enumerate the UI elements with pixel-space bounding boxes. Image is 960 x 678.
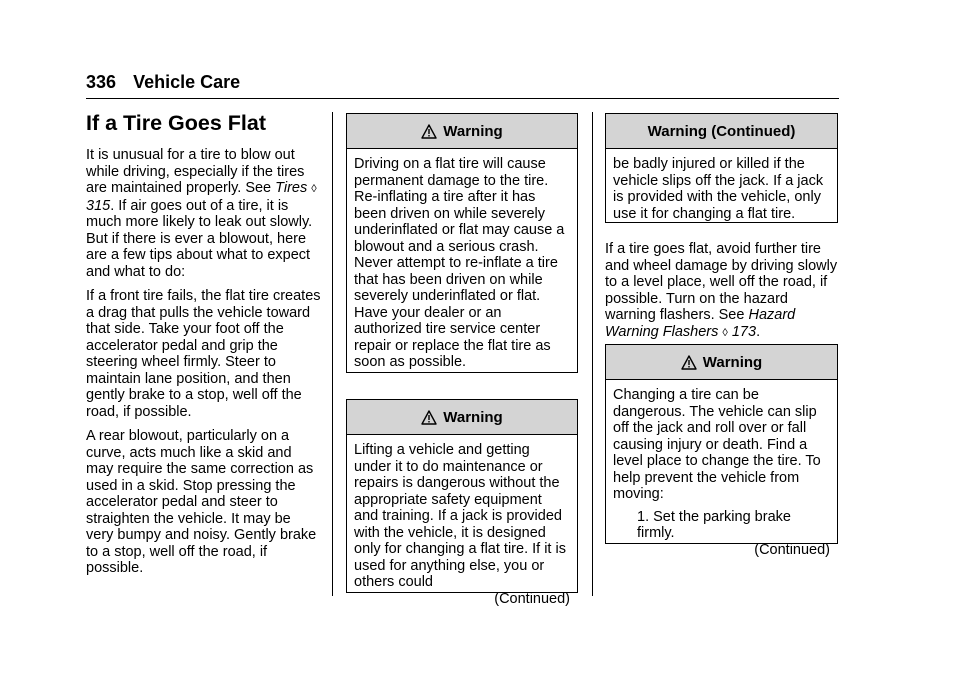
column-3-text — [605, 241, 841, 349]
link-tires-page[interactable]: 315 — [86, 197, 111, 214]
flat-text-a: If a tire goes flat, avoid further tire and wheel damage by driving slowly to a level place, well off the road, if possible. Turn on the hazard warning flashers. See — [605, 241, 838, 323]
intro-text-a: It is unusual for a tire to blow out while driving, especially if the tires are maintained properly. See — [86, 147, 305, 196]
warning-header — [606, 345, 837, 380]
page-ref-icon: ◊ — [722, 326, 728, 339]
link-hazard-page[interactable]: 173 — [731, 323, 757, 340]
warning-box-changing-tire — [605, 344, 838, 558]
intro-text-b: . If air goes out of a tire, it is much more likely to leak out slowly. But if there is ever a blowout, here are a few tips about what to expect and what to do: — [86, 197, 313, 280]
warning-triangle-icon — [681, 355, 697, 370]
paragraph-rear-blowout: A rear blowout, particularly on a curve, acts much like a skid and may require the same correction as used in a skid. Stop pressing the accelerator pedal and steer to straighten the vehicle. It may be very bumpy and noisy. Gently brake to a stop, well off the road, if possible. — [86, 428, 317, 576]
paragraph-intro — [86, 147, 322, 280]
paragraph-front-tire: If a front tire fails, the flat tire creates a drag that pulls the vehicle toward that side. Take your foot off the accelerator pedal and grip the steering wheel firmly. Steer to maintain lane position, and then gently brake to a stop, well off the road, if possible. — [86, 288, 321, 420]
page-ref-icon: ◊ — [311, 183, 317, 195]
page-header — [86, 72, 240, 93]
link-hazard-flashers[interactable]: Hazard Warning Flashers — [605, 307, 796, 340]
flat-text-b: . — [756, 323, 761, 340]
link-tires[interactable]: Tires — [275, 180, 308, 196]
column-1 — [86, 111, 322, 585]
column-divider-left — [332, 112, 333, 596]
list-item: 1. Set the parking brake firmly. — [637, 508, 791, 541]
warning-box-flat-tire — [346, 113, 578, 373]
warning-body: Driving on a flat tire will cause permanent damage to the tire. Re-inflating a tire after it has been driven on while severely underinflated or flat may cause a blowout and a serious crash. Never attempt to re-inflate a tire that has been driven on while severely underinflated or flat. Have your dealer or an authorized tire service center repair or replace the flat tire as soon as possible. — [354, 156, 565, 370]
header-rule — [86, 98, 839, 99]
section-title: Vehicle Care — [133, 72, 241, 92]
warning-body: Lifting a vehicle and getting under it to do maintenance or repairs is dangerous without the appropriate safety equipment and training. If a jack is provided with the vehicle, it is designed only for changing a flat tire. If it is used for anything else, you or others could — [354, 442, 566, 590]
warning-title: Warning (Continued) — [647, 122, 796, 140]
warning-body: Changing a tire can be dangerous. The vehicle can slip off the jack and roll over or fall causing injury or death. Find a level place to change the tire. To help prevent the vehicle from moving: — [613, 387, 821, 502]
continued-label: (Continued) — [494, 590, 570, 607]
continued-label: (Continued) — [754, 541, 830, 558]
page-number: 336 — [86, 72, 117, 92]
warning-box-jack — [346, 399, 578, 607]
warning-title: Warning — [443, 408, 503, 426]
warning-box-continued — [605, 113, 838, 223]
column-divider-right — [592, 112, 593, 596]
paragraph-flat-tire — [605, 241, 841, 341]
warning-header — [347, 114, 577, 149]
warning-triangle-icon — [421, 410, 437, 425]
warning-title: Warning — [443, 122, 503, 140]
section-heading: If a Tire Goes Flat — [86, 111, 267, 135]
warning-body: be badly injured or killed if the vehicle slips off the jack. If a jack is provided with the vehicle, only use it for changing a flat tire. — [613, 156, 824, 222]
warning-title: Warning — [702, 353, 763, 371]
warning-header — [606, 114, 837, 149]
warning-triangle-icon — [421, 124, 437, 139]
warning-header — [347, 400, 577, 435]
